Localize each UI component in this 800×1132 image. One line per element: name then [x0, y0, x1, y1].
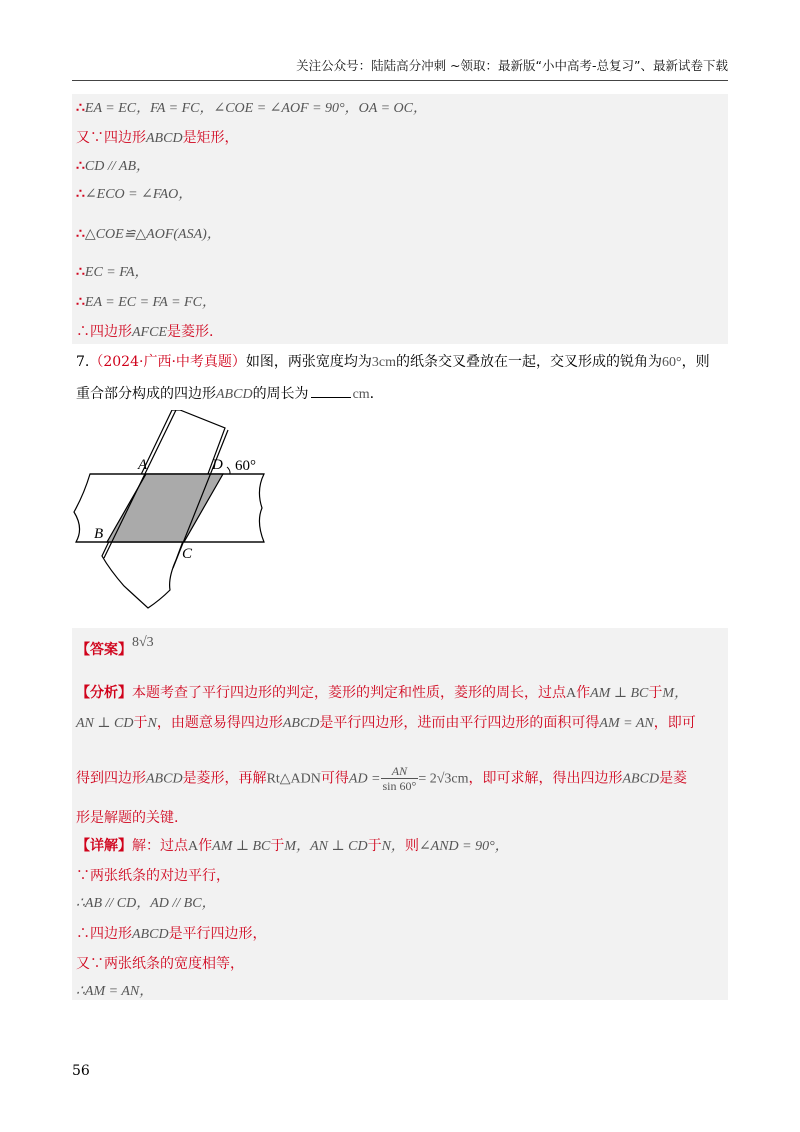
proof-line-7: ∴EA = EC = FA = FC，: [76, 294, 216, 310]
analysis-line-1: 【分析】本题考查了平行四边形的判定，菱形的判定和性质，菱形的周长，过点A作AM ⊥ BC于M，: [76, 685, 689, 701]
page-header: 关注公众号：陆陆高分冲刺 ~领取：最新版“小中高考-总复习”、最新试卷下载: [296, 58, 728, 73]
detail-line-1: 【详解】解：过点A作AM ⊥ BC于M，AN ⊥ CD于N，则∠AND = 90°，: [76, 838, 509, 854]
angle-arc: [227, 467, 230, 474]
detail-line-2: ∵两张纸条的对边平行，: [76, 868, 230, 884]
proof-line-6: ∴EC = FA，: [76, 264, 149, 280]
label-angle: 60°: [235, 458, 256, 474]
answer-line: 【答案】8√3: [76, 635, 154, 658]
label-c: C: [182, 546, 193, 562]
answer-blank[interactable]: [311, 397, 351, 398]
detail-line-6: ∴AM = AN，: [76, 984, 154, 999]
fraction-an-sin60: $\frac{AN}{\sin 60^\circ}$: [382, 764, 417, 793]
detail-line-5: 又∵两张纸条的宽度相等，: [76, 956, 244, 972]
analysis-line-3: 得到四边形ABCD是菱形，再解Rt△ADN可得AD = $\frac{AN}{\sin 60^\circ}$ = 2√3cm，即可求解，得出四边形ABCD是菱: [76, 764, 688, 793]
page-number: 56: [72, 1063, 90, 1079]
proof-line-8: ∴四边形AFCE是菱形.: [76, 324, 214, 340]
detail-line-3: ∴AB // CD，AD // BC，: [76, 896, 216, 911]
label-b: B: [94, 526, 104, 542]
proof-line-3: ∴CD // AB，: [76, 158, 150, 174]
label-d: D: [212, 457, 223, 473]
proof-line-4: ∴∠ECO = ∠FAO，: [76, 186, 193, 202]
proof-line-5: ∴△COE≌△AOF(ASA)，: [76, 226, 221, 242]
paper-strips-figure: [70, 410, 280, 620]
header-rule: [72, 80, 728, 81]
detail-line-4: ∴四边形ABCD是平行四边形，: [76, 926, 267, 942]
analysis-line-2: AN ⊥ CD于N，由题意易得四边形ABCD是平行四边形，进而由平行四边形的面积可得AM = AN，即可: [76, 715, 696, 731]
label-a: A: [138, 457, 148, 473]
question-line-2: 重合部分构成的四边形ABCD的周长为 cm.: [76, 386, 375, 402]
question-line-1: 7.（2024·广西·中考真题）如图，两张宽度均为3cm的纸条交叉叠放在一起，交叉形成的锐角为60°，则: [76, 354, 710, 370]
analysis-line-4: 形是解题的关键.: [76, 810, 179, 826]
proof-line-2: 又∵四边形ABCD是矩形，: [76, 130, 239, 146]
proof-line-1: ∴EA = EC，FA = FC，∠COE = ∠AOF = 90°，OA = OC，: [76, 100, 427, 116]
